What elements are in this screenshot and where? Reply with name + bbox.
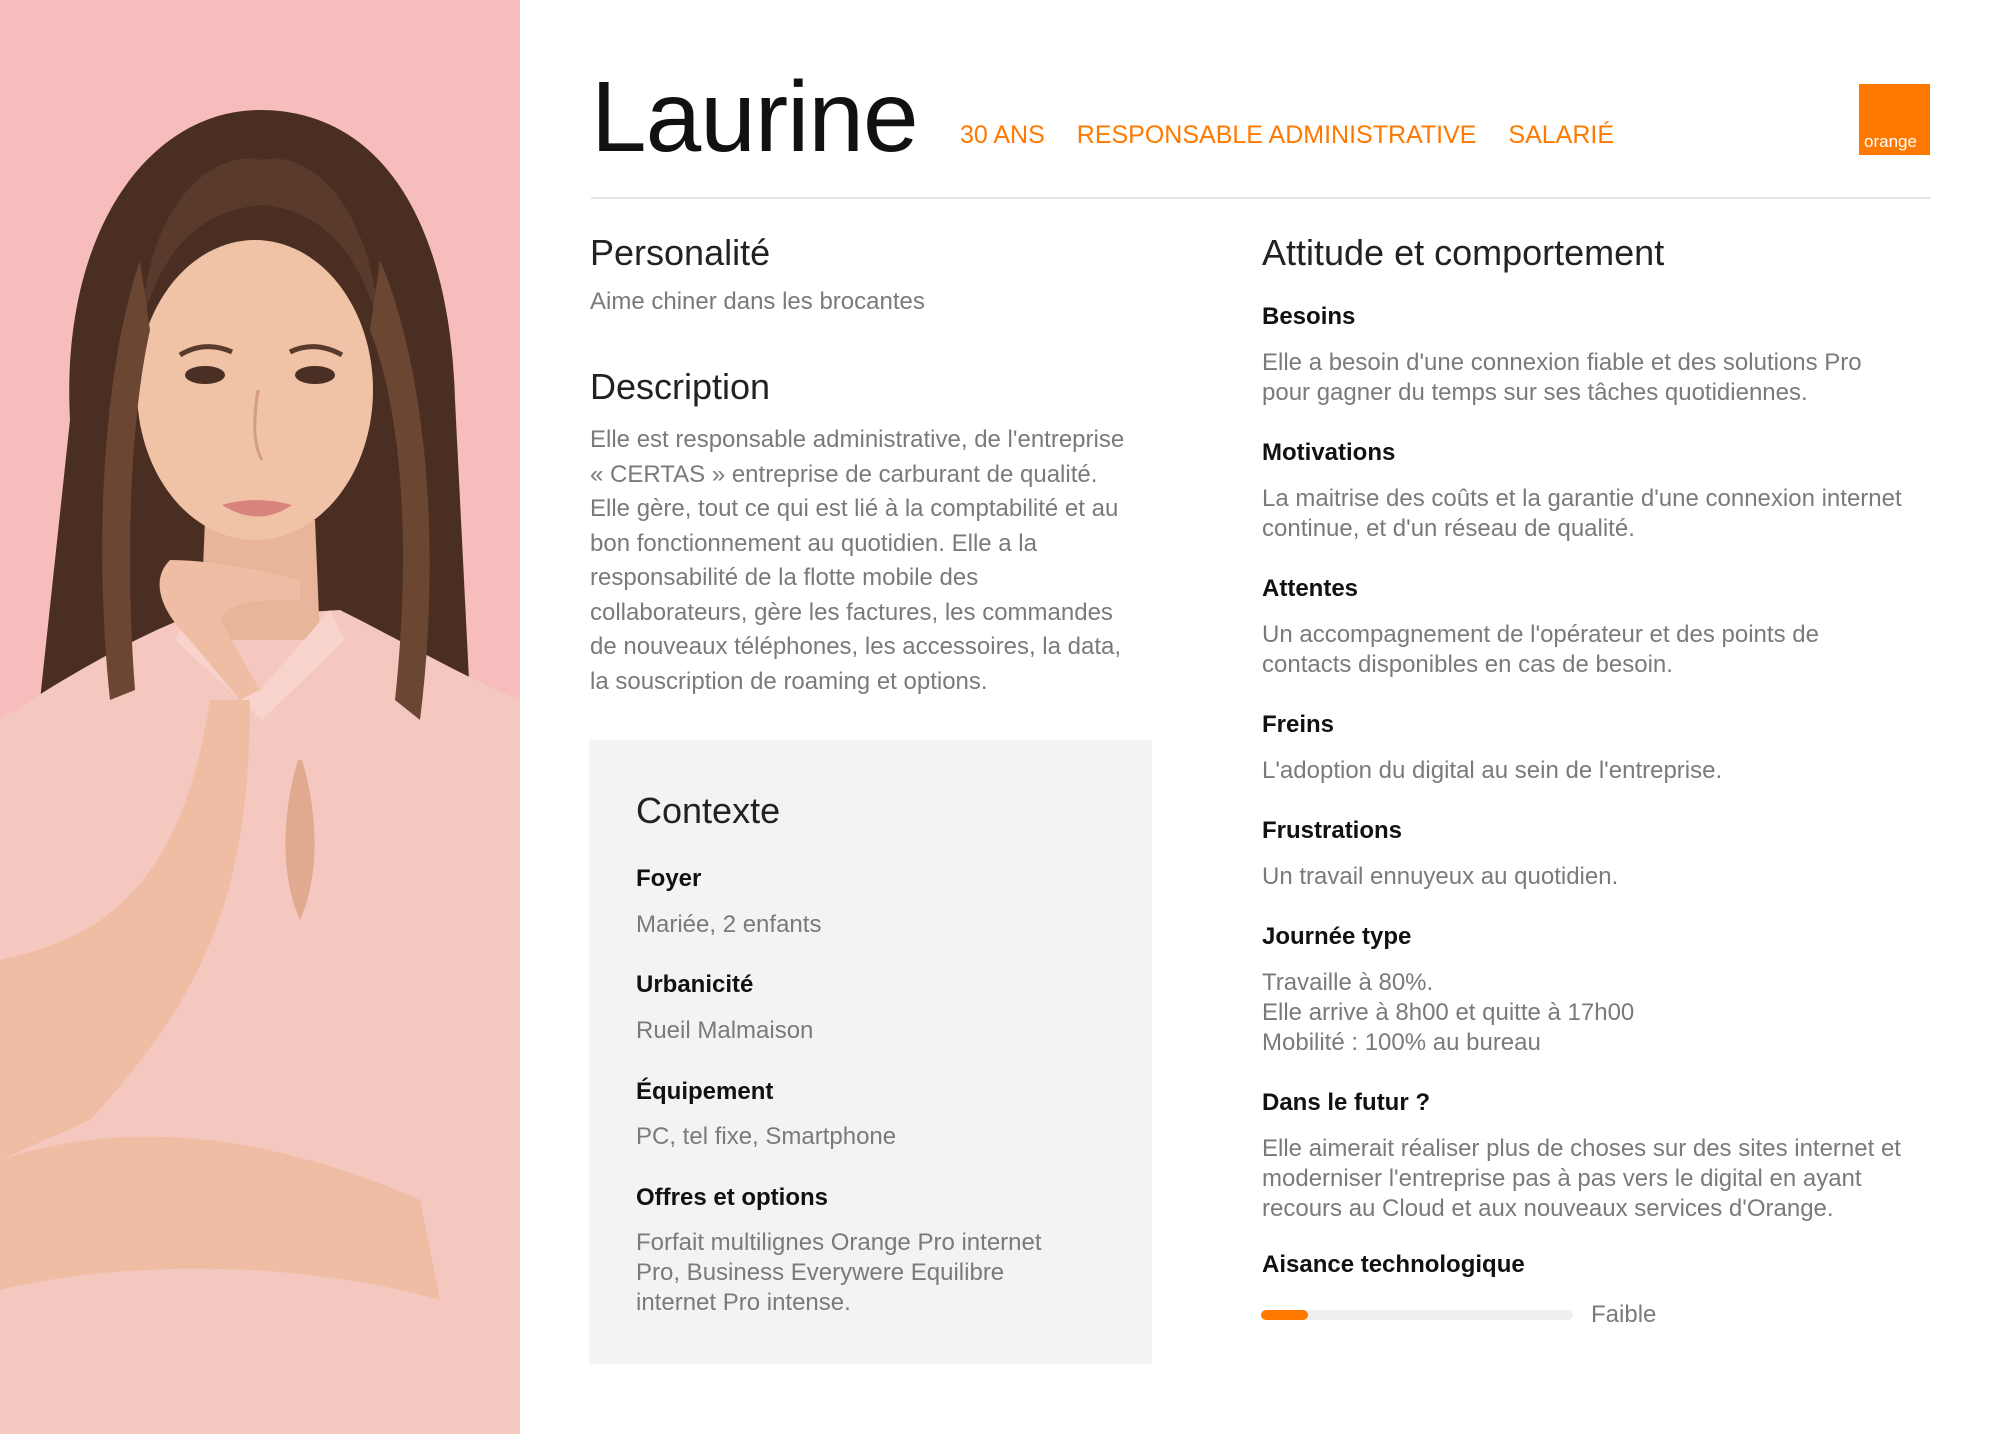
section-text-frustrations <box>1262 862 1618 892</box>
section-label-besoins: Besoins <box>1262 303 1356 330</box>
persona-name: Laurine <box>591 61 918 173</box>
context-value-foyer: Mariée, 2 enfants <box>636 911 822 938</box>
section-label-journee: Journée type <box>1262 923 1412 950</box>
description-line: « CERTAS » entreprise de carburant de qualité. <box>590 460 1098 488</box>
section-text-freins <box>1262 756 1722 786</box>
section-line: Mobilité : 100% au bureau <box>1262 1029 1541 1056</box>
section-text-futur <box>1262 1134 1901 1224</box>
tag-status: SALARIÉ <box>1508 121 1615 149</box>
description-line: Elle est responsable administrative, de l'entreprise <box>590 426 1125 453</box>
section-text-motivations <box>1262 484 1902 544</box>
section-text-attentes <box>1262 620 1819 680</box>
section-label-frustrations: Frustrations <box>1262 817 1403 844</box>
section-line: Elle a besoin d'une connexion fiable et des solutions Pro <box>1262 349 1862 376</box>
logo-text: orange <box>1864 132 1917 151</box>
persona-photo <box>0 0 520 1434</box>
tag-job: RESPONSABLE ADMINISTRATIVE <box>1076 121 1477 149</box>
description-title: Description <box>590 366 771 407</box>
section-line: continue, et d'un réseau de qualité. <box>1262 515 1635 542</box>
description-line: collaborateurs, gère les factures, les commandes <box>590 598 1113 626</box>
section-line: Un accompagnement de l'opérateur et des points de <box>1262 621 1819 648</box>
context-title: Contexte <box>636 790 781 831</box>
context-offres-line: Pro, Business Everywere Equilibre <box>636 1259 1005 1286</box>
context-offres-line: internet Pro intense. <box>636 1289 851 1316</box>
section-line: Un travail ennuyeux au quotidien. <box>1262 863 1619 890</box>
section-line: contacts disponibles en cas de besoin. <box>1262 651 1673 678</box>
section-line: La maitrise des coûts et la garantie d'une connexion internet <box>1262 485 1902 512</box>
section-label-futur: Dans le futur ? <box>1262 1089 1431 1116</box>
section-text-journee <box>1262 968 1634 1058</box>
section-label-motivations: Motivations <box>1262 439 1396 466</box>
context-label-urbanicite: Urbanicité <box>636 971 754 998</box>
section-line: Elle arrive à 8h00 et quitte à 17h00 <box>1262 999 1635 1026</box>
context-label-equipement: Équipement <box>636 1078 774 1105</box>
persona-tags <box>960 120 1614 150</box>
header-divider <box>591 197 1931 199</box>
section-line: moderniser l'entreprise pas à pas vers le digital en ayant <box>1262 1165 1862 1192</box>
section-line: Travaille à 80%. <box>1262 969 1434 996</box>
section-label-attentes: Attentes <box>1262 575 1359 602</box>
section-line: L'adoption du digital au sein de l'entreprise. <box>1262 757 1723 784</box>
section-line: recours au Cloud et aux nouveaux services d'Orange. <box>1262 1195 1834 1222</box>
tech-label: Aisance technologique <box>1262 1251 1525 1278</box>
tech-level-bar <box>1261 1310 1573 1320</box>
description-line: bon fonctionnement au quotidien. Elle a la <box>590 529 1037 557</box>
section-line: pour gagner du temps sur ses tâches quotidiennes. <box>1262 379 1808 406</box>
context-offres-line: Forfait multilignes Orange Pro internet <box>636 1229 1042 1256</box>
description-line: la souscription de roaming et options. <box>590 667 988 695</box>
orange-logo <box>1859 84 1930 155</box>
section-line: Elle aimerait réaliser plus de choses sur des sites internet et <box>1262 1135 1901 1162</box>
section-text-besoins <box>1262 348 1862 408</box>
context-value-urbanicite: Rueil Malmaison <box>636 1017 814 1044</box>
tech-level-text: Faible <box>1591 1301 1657 1328</box>
section-label-freins: Freins <box>1262 711 1335 738</box>
context-value-equipement: PC, tel fixe, Smartphone <box>636 1123 897 1150</box>
description-line: de nouveaux téléphones, les accessoires, la data, <box>590 633 1122 660</box>
context-label-offres: Offres et options <box>636 1184 829 1211</box>
personality-text: Aime chiner dans les brocantes <box>590 288 925 315</box>
personality-title: Personalité <box>590 232 771 273</box>
attitude-title: Attitude et comportement <box>1262 232 1665 273</box>
description-text <box>590 423 1170 699</box>
context-label-foyer: Foyer <box>636 865 702 892</box>
context-value-offres <box>636 1228 1042 1318</box>
description-line: Elle gère, tout ce qui est lié à la comptabilité et au <box>590 495 1119 522</box>
description-line: responsabilité de la flotte mobile des <box>590 564 979 591</box>
tech-level-fill <box>1261 1310 1308 1320</box>
tag-age: 30 ANS <box>960 121 1045 149</box>
